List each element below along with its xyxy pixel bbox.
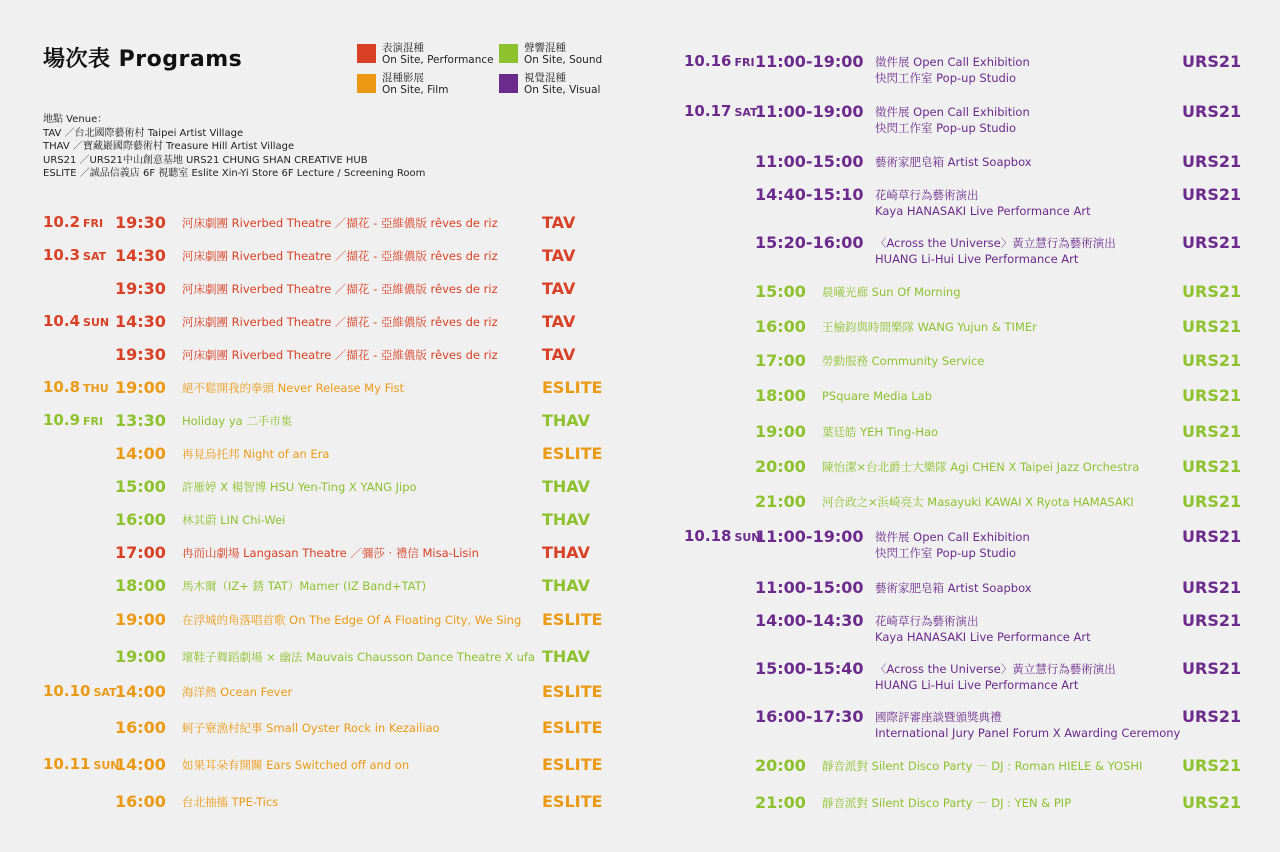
row-time: 13:30 [115, 411, 166, 430]
row-venue: URS21 [1182, 317, 1242, 336]
row-event [822, 758, 1142, 774]
venue-line: THAV ／寶藏巖國際藝術村 Treasure Hill Artist Village [43, 141, 295, 152]
row-event: 蚵子寮漁村紀事 Small Oyster Rock in Kezailiao [182, 721, 440, 735]
row-event [822, 795, 1071, 811]
date-text: 10.10 [43, 682, 91, 700]
row-time: 11:00-19:00 [755, 102, 864, 121]
legend-zh: 表演混種 [382, 42, 424, 54]
event-line: 河合政之×浜崎亮太 Masayuki KAWAI X Ryota HAMASAKI [822, 495, 1134, 509]
row-time: 19:00 [115, 378, 166, 397]
event-line: 花崎草行為藝術演出 [875, 614, 979, 628]
date-text: 10.11 [43, 755, 91, 773]
row-time: 14:30 [115, 246, 166, 265]
event-line: 靜音派對 Silent Disco Party － DJ : Roman HIELE & YOSHI [822, 759, 1143, 773]
event-line: 陳怡潔×台北爵士大樂隊 Agi CHEN X Taipei Jazz Orchestra [822, 460, 1140, 474]
row-venue: URS21 [1182, 233, 1242, 252]
row-event: 河床劇團 Riverbed Theatre ／擷花 - 亞維儂版 rêves de riz [182, 282, 498, 296]
date-text: 10.2 [43, 213, 81, 231]
row-time: 14:00 [115, 682, 166, 701]
row-date [684, 527, 761, 545]
weekday: FRI [734, 56, 755, 69]
schedule-row [0, 422, 1280, 442]
schedule-row [0, 492, 1280, 512]
row-time: 16:00 [115, 718, 166, 737]
row-time: 19:30 [115, 279, 166, 298]
row-venue: THAV [542, 576, 590, 595]
event-line: 晨曦光廊 Sun Of Morning [822, 285, 961, 299]
row-venue: URS21 [1182, 756, 1242, 775]
row-event [822, 388, 932, 404]
weekday: SAT [93, 686, 117, 699]
row-time: 16:00 [115, 510, 166, 529]
weekday: FRI [83, 415, 104, 428]
event-line: PSquare Media Lab [822, 389, 933, 403]
row-time: 14:00 [115, 444, 166, 463]
row-event: 馬木爾（IZ+ 銹 TAT）Mamer (IZ Band+TAT) [182, 579, 427, 593]
row-venue: URS21 [1182, 422, 1242, 441]
row-time: 18:00 [755, 386, 806, 405]
page-title: 場次表 Programs [43, 47, 243, 72]
row-date [43, 682, 117, 700]
row-venue: THAV [542, 477, 590, 496]
event-line: 徵件展 Open Call Exhibition [875, 530, 1030, 544]
row-time: 17:00 [755, 351, 806, 370]
row-time: 19:00 [755, 422, 806, 441]
row-event [875, 187, 1091, 219]
date-text: 10.17 [684, 102, 732, 120]
event-line: 王榆鈞與時間樂隊 WANG Yujun & TIMEr [822, 320, 1037, 334]
row-time: 16:00-17:30 [755, 707, 864, 726]
event-line: 勞動服務 Community Service [822, 354, 985, 368]
row-event [875, 235, 1116, 267]
row-event [875, 104, 1030, 136]
schedule-row [0, 457, 1280, 477]
date-text: 10.8 [43, 378, 81, 396]
schedule-row [0, 386, 1280, 406]
row-venue: URS21 [1182, 492, 1242, 511]
date-text: 10.16 [684, 52, 732, 70]
schedule-row [0, 611, 1280, 644]
schedule-row [0, 682, 620, 702]
row-time: 11:00-15:00 [755, 578, 864, 597]
row-date [43, 213, 103, 231]
row-time: 16:00 [115, 792, 166, 811]
row-venue: THAV [542, 647, 590, 666]
row-venue: ESLITE [542, 444, 603, 463]
row-venue: URS21 [1182, 185, 1242, 204]
weekday: SAT [83, 250, 107, 263]
row-event [875, 154, 1032, 170]
row-event: 河床劇團 Riverbed Theatre ／擷花 - 亞維儂版 rêves de riz [182, 249, 498, 263]
row-venue: TAV [542, 312, 576, 331]
event-line: 藝術家肥皂箱 Artist Soapbox [875, 155, 1032, 169]
event-line: 國際評審座談暨頒獎典禮 [875, 710, 1002, 724]
date-text: 10.9 [43, 411, 81, 429]
weekday: SUN [93, 759, 120, 772]
row-venue: THAV [542, 411, 590, 430]
schedule-row [0, 351, 1280, 371]
row-venue: URS21 [1182, 52, 1242, 71]
row-time: 17:00 [115, 543, 166, 562]
legend-film [357, 72, 448, 96]
row-time: 18:00 [115, 576, 166, 595]
row-time: 15:00-15:40 [755, 659, 864, 678]
row-venue: URS21 [1182, 152, 1242, 171]
row-time: 14:40-15:10 [755, 185, 864, 204]
row-venue: URS21 [1182, 102, 1242, 121]
event-line: International Jury Panel Forum X Awarding Ceremony [875, 726, 1181, 740]
event-line: 靜音派對 Silent Disco Party － DJ : YEN & PIP [822, 796, 1072, 810]
event-line: 花崎草行為藝術演出 [875, 188, 979, 202]
event-line: 葉廷皓 YEH Ting-Hao [822, 425, 939, 439]
row-event [875, 613, 1091, 645]
event-line: 藝術家肥皂箱 Artist Soapbox [875, 581, 1032, 595]
row-time: 21:00 [755, 492, 806, 511]
row-time: 19:00 [115, 647, 166, 666]
row-event: 絕不鬆開我的拳頭 Never Release My Fist [182, 381, 405, 395]
row-venue: ESLITE [542, 792, 603, 811]
row-time: 15:20-16:00 [755, 233, 864, 252]
row-event: 再見烏托邦 Night of an Era [182, 447, 330, 461]
row-event: 河床劇團 Riverbed Theatre ／擷花 - 亞維儂版 rêves de riz [182, 216, 498, 230]
row-event: 許雁婷 X 楊智博 HSU Yen-Ting X YANG Jipo [182, 480, 417, 494]
row-venue: TAV [542, 345, 576, 364]
row-venue: ESLITE [542, 718, 603, 737]
legend-en: On Site, Film [382, 84, 449, 96]
date-text: 10.4 [43, 312, 81, 330]
row-time: 19:30 [115, 213, 166, 232]
row-venue: ESLITE [542, 378, 603, 397]
event-line: 快閃工作室 Pop-up Studio [875, 121, 1017, 135]
row-venue: TAV [542, 279, 576, 298]
venue-line: URS21 ／URS21中山創意基地 URS21 CHUNG SHAN CREATIVE HUB [43, 154, 368, 166]
schedule-row [0, 213, 620, 233]
row-venue: URS21 [1182, 527, 1242, 546]
legend-zh: 聲響混種 [524, 42, 566, 54]
row-event: 台北抽搐 TPE-Tics [182, 795, 279, 809]
schedule-row [0, 185, 1280, 218]
row-time: 16:00 [755, 317, 806, 336]
row-event [822, 459, 1139, 475]
row-time: 20:00 [755, 756, 806, 775]
row-venue: ESLITE [542, 682, 603, 701]
schedule-row [0, 793, 1280, 813]
row-event [822, 424, 938, 440]
row-event: 壞鞋子舞蹈劇場 × 幽法 Mauvais Chausson Dance Theatre X ufa [182, 650, 535, 664]
legend-zh: 混種影展 [382, 72, 424, 84]
weekday: THU [83, 382, 109, 395]
row-venue: THAV [542, 510, 590, 529]
row-time: 21:00 [755, 793, 806, 812]
row-event: 在浮城的角落唱首歌 On The Edge Of A Floating City, We Sing [182, 613, 522, 627]
event-line: Kaya HANASAKI Live Performance Art [875, 204, 1091, 218]
date-text: 10.3 [43, 246, 81, 264]
row-time: 11:00-15:00 [755, 152, 864, 171]
row-time: 19:30 [115, 345, 166, 364]
schedule-row [0, 578, 1280, 598]
legend-swatch [357, 74, 376, 93]
schedule-row [0, 317, 1280, 337]
legend-en: On Site, Performance [382, 54, 494, 66]
legend-en: On Site, Sound [524, 54, 603, 66]
row-event [822, 284, 961, 300]
row-venue: ESLITE [542, 610, 603, 629]
row-event [875, 529, 1030, 561]
event-line: 〈Across the Universe〉黃立慧行為藝術演出 [875, 236, 1116, 250]
weekday: SUN [83, 316, 110, 329]
row-event [875, 580, 1032, 596]
row-event: 冉而山劇場 Langasan Theatre ／彌莎 · 禮信 Misa-Lisin [182, 546, 479, 560]
row-time: 15:00 [755, 282, 806, 301]
event-line: 快閃工作室 Pop-up Studio [875, 546, 1017, 560]
row-event: 海洋熱 Ocean Fever [182, 685, 293, 699]
row-venue: URS21 [1182, 386, 1242, 405]
row-event: 如果耳朵有開關 Ears Switched off and on [182, 758, 410, 772]
date-text: 10.18 [684, 527, 732, 545]
row-event [875, 709, 1180, 741]
row-event: Holiday ya 二手市集 [182, 414, 293, 428]
row-venue: URS21 [1182, 793, 1242, 812]
row-venue: URS21 [1182, 578, 1242, 597]
weekday: SUN [734, 531, 761, 544]
row-venue: THAV [542, 543, 590, 562]
row-event: 河床劇團 Riverbed Theatre ／擷花 - 亞維儂版 rêves de riz [182, 315, 498, 329]
row-event [875, 661, 1116, 693]
row-venue: TAV [542, 246, 576, 265]
event-line: HUANG Li-Hui Live Performance Art [875, 678, 1079, 692]
event-line: 徵件展 Open Call Exhibition [875, 55, 1030, 69]
row-event [875, 54, 1030, 86]
row-event [822, 353, 984, 369]
row-venue: TAV [542, 213, 576, 232]
row-venue: URS21 [1182, 351, 1242, 370]
row-venue: ESLITE [542, 755, 603, 774]
event-line: Kaya HANASAKI Live Performance Art [875, 630, 1091, 644]
legend-en: On Site, Visual [524, 84, 601, 96]
row-venue: URS21 [1182, 707, 1242, 726]
row-date [684, 52, 755, 70]
row-venue: URS21 [1182, 282, 1242, 301]
row-event [822, 494, 1134, 510]
schedule-row [0, 152, 1280, 172]
row-time: 15:00 [115, 477, 166, 496]
row-time: 19:00 [115, 610, 166, 629]
venue-line: TAV ／台北國際藝術村 Taipei Artist Village [43, 127, 244, 139]
row-event: 河床劇團 Riverbed Theatre ／擷花 - 亞維儂版 rêves de riz [182, 348, 498, 362]
row-time: 14:30 [115, 312, 166, 331]
venue-line: ESLITE ／誠品信義店 6F 視聽室 Eslite Xin-Yi Store 6F Lecture / Screening Room [43, 168, 426, 179]
schedule-row [0, 756, 1280, 776]
row-time: 11:00-19:00 [755, 527, 864, 546]
legend-zh: 視覺混種 [524, 72, 566, 84]
row-venue: URS21 [1182, 659, 1242, 678]
row-time: 11:00-19:00 [755, 52, 864, 71]
weekday: SAT [734, 106, 758, 119]
row-time: 14:00 [115, 755, 166, 774]
row-event: 林其蔚 LIN Chi-Wei [182, 513, 286, 527]
row-time: 14:00-14:30 [755, 611, 864, 630]
event-line: 〈Across the Universe〉黃立慧行為藝術演出 [875, 662, 1116, 676]
weekday: FRI [83, 217, 104, 230]
row-date [684, 102, 758, 120]
schedule-row [0, 282, 1280, 302]
event-line: HUANG Li-Hui Live Performance Art [875, 252, 1079, 266]
row-venue: URS21 [1182, 611, 1242, 630]
row-event [822, 319, 1037, 335]
event-line: 徵件展 Open Call Exhibition [875, 105, 1030, 119]
legend-swatch [499, 74, 518, 93]
row-time: 20:00 [755, 457, 806, 476]
venue-heading: 地點 Venue： [43, 114, 108, 125]
legend-visual [499, 72, 600, 96]
event-line: 快閃工作室 Pop-up Studio [875, 71, 1017, 85]
row-venue: URS21 [1182, 457, 1242, 476]
